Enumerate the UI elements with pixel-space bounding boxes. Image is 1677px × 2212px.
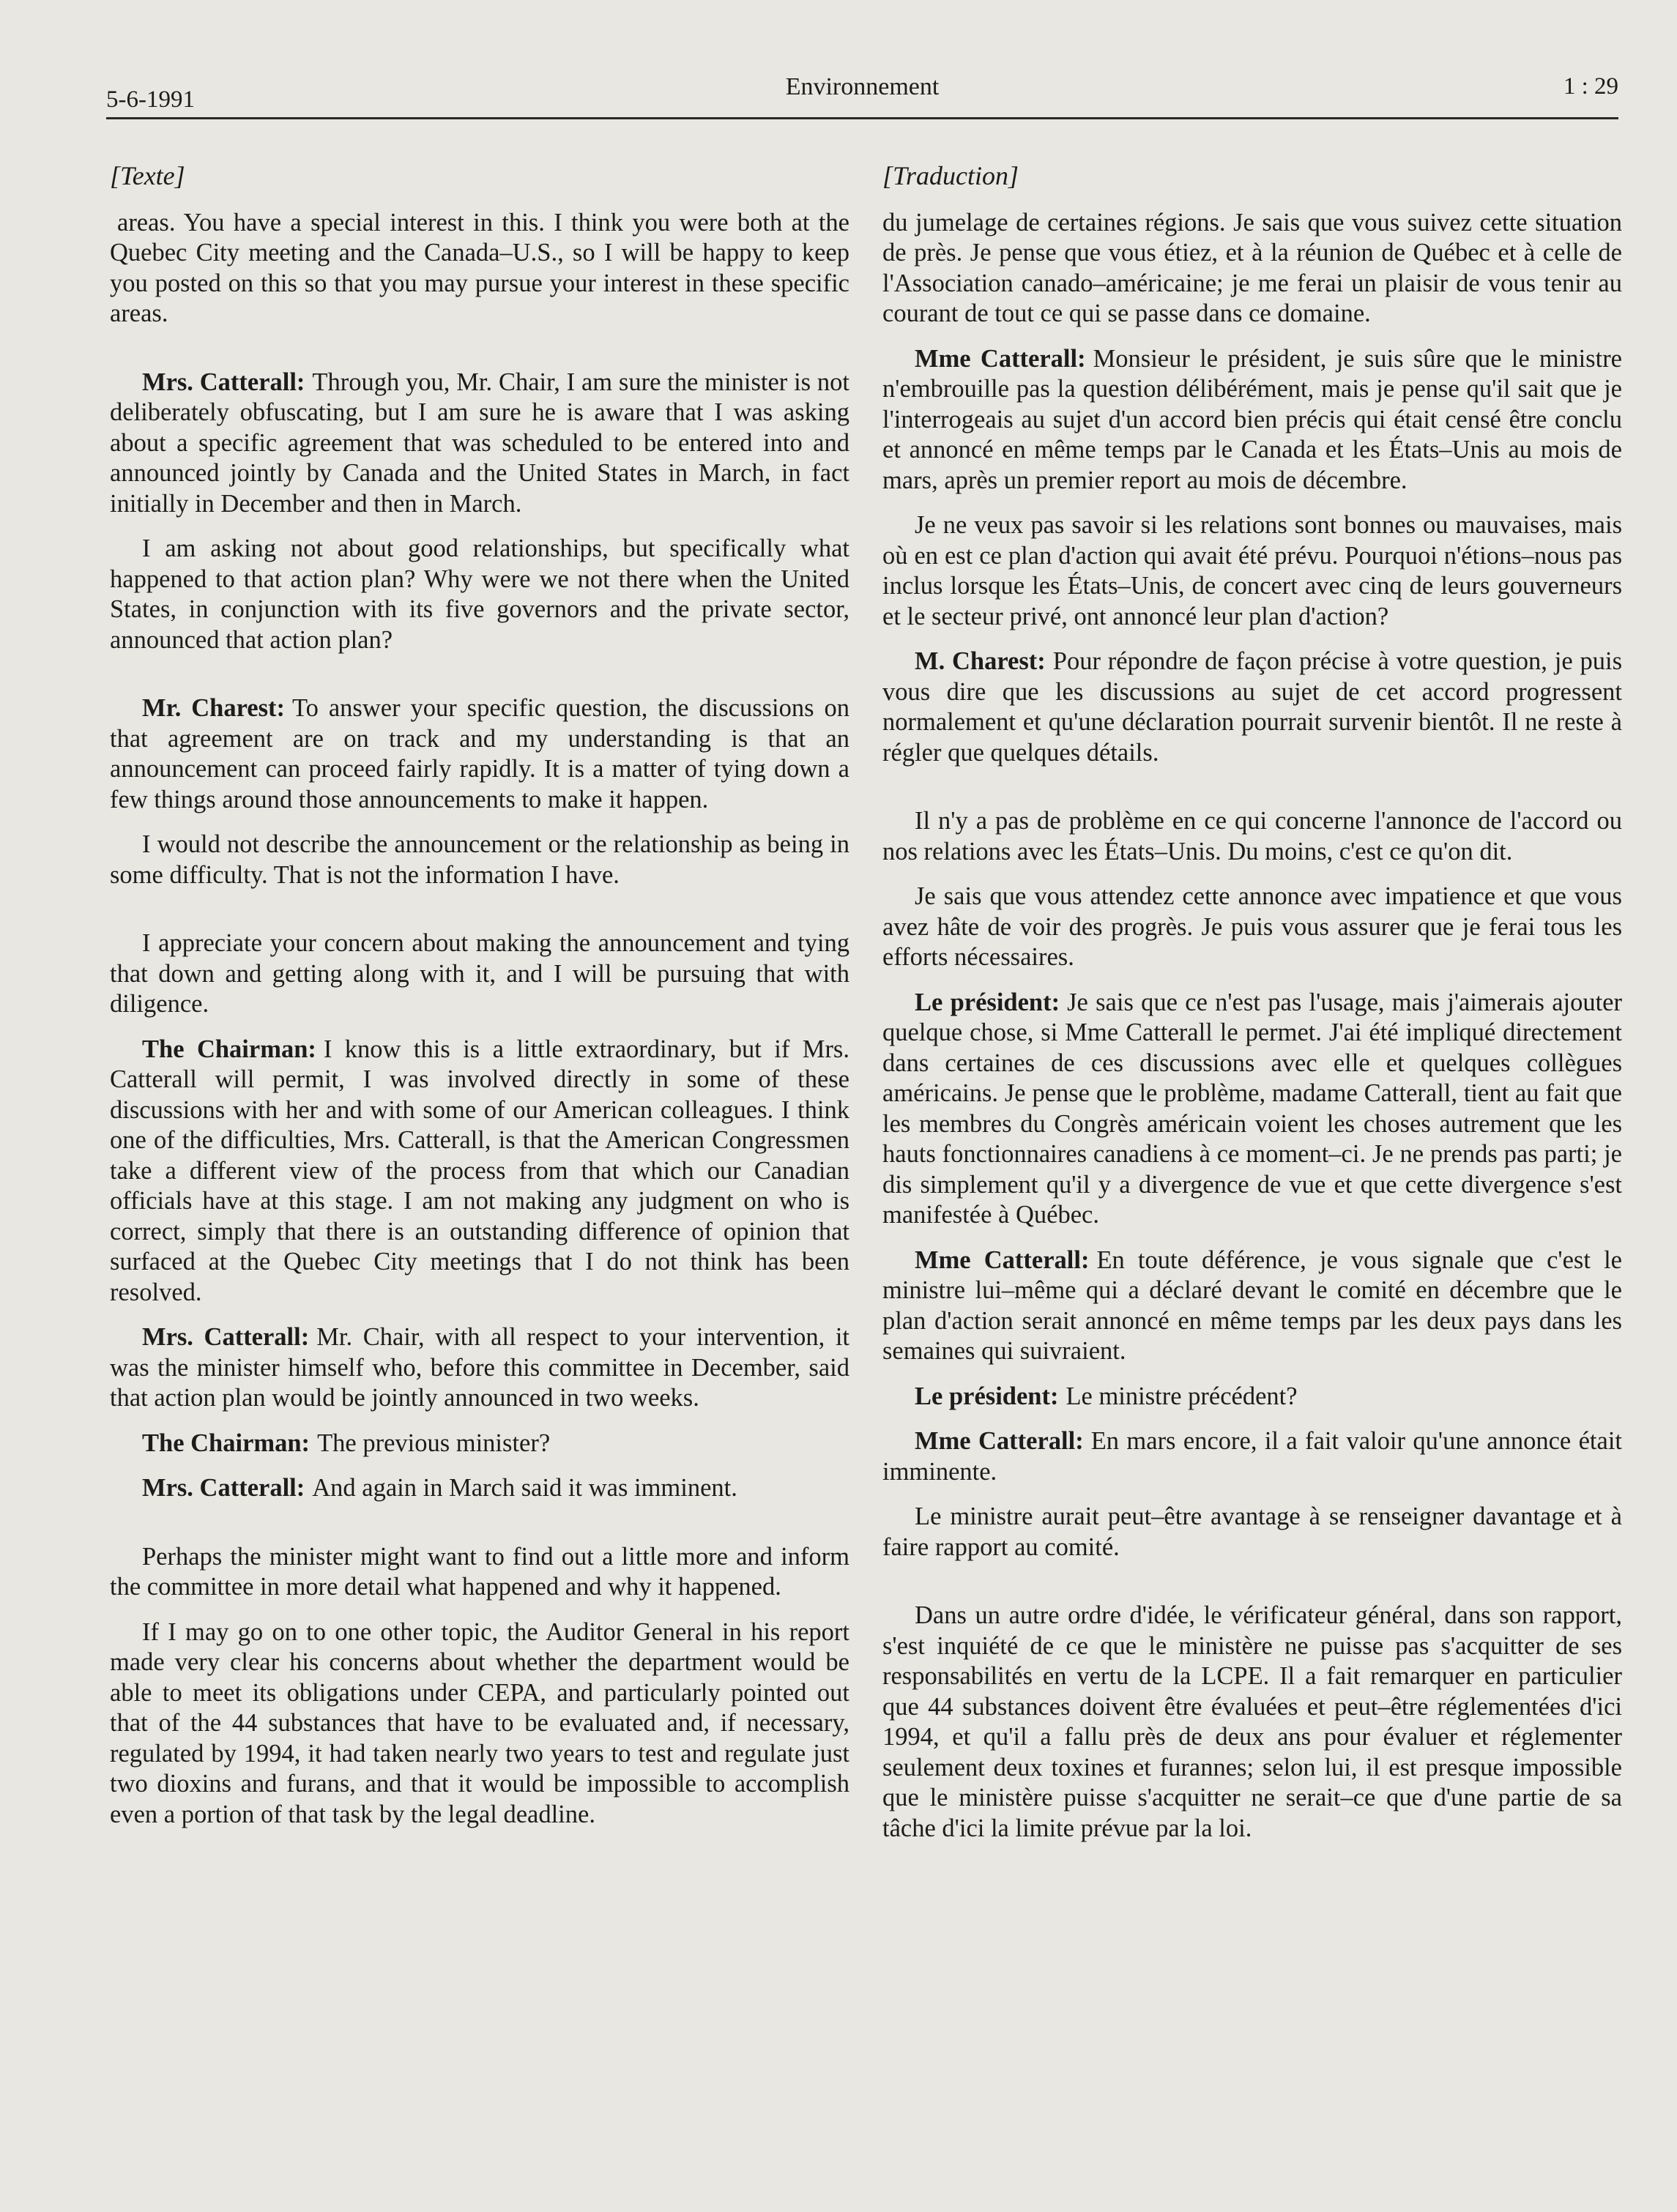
speaker-name: Le président: bbox=[915, 1382, 1059, 1410]
paragraph-text: If I may go on to one other topic, the Auditor General in his report made very clear his concerns about whether the department would be able to meet its obligations under CEPA, and particularly pointed out that of the 44 substances that have to be evaluated and, if necessary, regulated by 1994, it had taken nearly two years to test and regulate just two dioxins and furans, and that it would be impossible to accomplish even a portion of that task by the legal deadline. bbox=[110, 1617, 849, 1828]
paragraph bbox=[110, 534, 849, 655]
paragraph-text: Le ministre aurait peut–être avantage à se renseigner davantage et à faire rapport au comité. bbox=[882, 1502, 1622, 1561]
paragraph-text: To answer your specific question, the discussions on that agreement are on track and my understanding is that an announcement can proceed fairly rapidly. It is a matter of tying down a few things around those announcements to make it happen. bbox=[110, 694, 849, 813]
paragraph-text: Through you, Mr. Chair, I am sure the minister is not deliberately obfuscating, but I am sure he is aware that I was asking about a specific agreement that was scheduled to be entered into and announced jointly by Canada and the United States in March, in fact initially in December and then in March. bbox=[110, 368, 849, 518]
paragraph-text: Perhaps the minister might want to find out a little more and inform the committee in more detail what happened and why it happened. bbox=[110, 1542, 849, 1601]
paragraph-text: Mr. Chair, with all respect to your intervention, it was the minister himself who, before this committee in December, said that action plan would be jointly announced in two weeks. bbox=[110, 1323, 849, 1412]
header-date: 5-6-1991 bbox=[106, 86, 195, 113]
paragraph bbox=[110, 830, 849, 890]
speaker-name: Mrs. Catterall: bbox=[142, 1323, 310, 1351]
paragraph-text: Monsieur le président, je suis sûre que le ministre n'embrouille pas la question délibérément, mais je pense qu'il sait que je l'interrogeais au sujet d'un accord bien précis qui était censé être conclu et annoncé en même temps par le Canada et les États–Unis au mois de mars, après un premier report au mois de décembre. bbox=[882, 344, 1622, 494]
paragraph bbox=[110, 693, 849, 815]
paragraph-text: The previous minister? bbox=[317, 1429, 551, 1457]
paragraph bbox=[882, 1601, 1622, 1844]
paragraph-text: Je sais que ce n'est pas l'usage, mais j'aimerais ajouter quelque chose, si Mme Catterall le permet. J'ai été impliqué directement dans certaines de ces discussions avec elle et quelques collègues américains. Je pense que le problème, madame Catterall, tient au fait que les membres du Congrès américain voient les choses autrement que les hauts fonctionnaires canadiens à ce moment–ci. Je ne prends pas parti; je dis simplement qu'il y a divergence de vue et que cette divergence s'est manifestée à Québec. bbox=[882, 988, 1622, 1229]
paragraph bbox=[882, 510, 1622, 632]
paragraph bbox=[882, 208, 1622, 329]
paragraph bbox=[110, 1035, 849, 1308]
paragraph-text: Dans un autre ordre d'idée, le vérificateur général, dans son rapport, s'est inquiété de ce que le ministère ne puisse pas s'acquitter de ses responsabilités en vertu de la LCPE. Il a fait remarquer en particulier que 44 substances doivent être évaluées et peut–être réglementées d'ici 1994, et qu'il a fallu près de deux ans pour évaluer et réglementer seulement deux toxines et furannes; selon lui, il est presque impossible que le ministère puisse s'acquitter ne serait–ce que d'une partie de sa tâche d'ici la limite prévue par la loi. bbox=[882, 1601, 1622, 1842]
speaker-name: Mme Catterall: bbox=[915, 1427, 1084, 1455]
speaker-name: Mrs. Catterall: bbox=[142, 368, 305, 396]
header-title: Environnement bbox=[785, 73, 940, 100]
paragraph bbox=[110, 1429, 849, 1459]
paragraph bbox=[882, 1502, 1622, 1563]
page-header bbox=[106, 73, 1618, 119]
paragraph bbox=[882, 806, 1622, 867]
paragraph bbox=[882, 1382, 1622, 1412]
paragraph-text: du jumelage de certaines régions. Je sais que vous suivez cette situation de près. Je pense que vous étiez, et à la réunion de Québec et à celle de l'Association canado–américaine; je me ferai un plaisir de vous tenir au courant de tout ce qui se passe dans ce domaine. bbox=[882, 208, 1622, 327]
header-page-number: 1 : 29 bbox=[1563, 73, 1618, 100]
speaker-name: Mme Catterall: bbox=[915, 1245, 1090, 1274]
speaker-name: The Chairman: bbox=[142, 1429, 311, 1457]
paragraph-text: Je sais que vous attendez cette annonce avec impatience et que vous avez hâte de voir des progrès. Je puis vous assurer que je ferai tous les efforts nécessaires. bbox=[882, 882, 1622, 971]
paragraph bbox=[882, 988, 1622, 1231]
speaker-name: M. Charest: bbox=[915, 647, 1046, 675]
paragraph-text: I would not describe the announcement or the relationship as being in some difficulty. That is not the information I have. bbox=[110, 830, 849, 889]
paragraph bbox=[882, 882, 1622, 973]
speaker-name: The Chairman: bbox=[142, 1035, 316, 1063]
paragraph-text: Il n'y a pas de problème en ce qui concerne l'annonce de l'accord ou nos relations avec les États–Unis. Du moins, c'est ce qu'on dit. bbox=[882, 807, 1622, 865]
paragraph bbox=[882, 1245, 1622, 1367]
paragraph bbox=[110, 368, 849, 520]
paragraph bbox=[882, 1426, 1622, 1487]
paragraph bbox=[110, 1473, 849, 1504]
paragraph bbox=[882, 344, 1622, 496]
paragraph-text: I am asking not about good relationships, but specifically what happened to that action plan? Why were we not there when the United States, in conjunction with its five governors and the private sector, announced that action plan? bbox=[110, 535, 849, 654]
paragraph-text: areas. You have a special interest in this. I think you were both at the Quebec City meeting and the Canada–U.S., so I will be happy to keep you posted on this so that you may pursue your interest in these specific areas. bbox=[110, 208, 849, 327]
left-column-english bbox=[110, 161, 849, 1844]
paragraph-text: En toute déférence, je vous signale que c'est le ministre lui–même qui a déclaré devant le comité en décembre que le plan d'action serait annoncé en même temps par les deux pays dans les semaines qui suivraient. bbox=[882, 1245, 1622, 1365]
paragraph-text: I know this is a little extraordinary, but if Mrs. Catterall will permit, I was involved directly in some of these discussions with her and with some of our American colleagues. I think one of the difficulties, Mrs. Catterall, is that the American Congressmen take a different view of the process from that which our Canadian officials have at this stage. I am not making any judgment on who is correct, simply that there is an outstanding difference of opinion that surfaced at the Quebec City meetings that I do not think has been resolved. bbox=[110, 1035, 849, 1306]
paragraph bbox=[110, 1542, 849, 1603]
paragraph-text: Le ministre précédent? bbox=[1066, 1382, 1298, 1410]
paragraph-text: Je ne veux pas savoir si les relations sont bonnes ou mauvaises, mais où en est ce plan d'action qui avait été prévu. Pourquoi n'étions–nous pas inclus lorsque les États–Unis, de concert avec cinq de leurs gouverneurs et le secteur privé, ont annoncé leur plan d'action? bbox=[882, 511, 1622, 630]
paragraph-text: Pour répondre de façon précise à votre question, je puis vous dire que les discussions au sujet de cet accord progressent normalement et qu'une déclaration pourrait survenir bientôt. Il ne reste à régler que quelques détails. bbox=[882, 647, 1622, 767]
speaker-name: Mr. Charest: bbox=[142, 694, 286, 722]
paragraph-text: And again in March said it was imminent. bbox=[312, 1474, 737, 1502]
paragraph-text: En mars encore, il a fait valoir qu'une annonce était imminente. bbox=[882, 1427, 1623, 1486]
column-label: [Texte] bbox=[110, 161, 185, 190]
right-column-french bbox=[882, 161, 1622, 1858]
speaker-name: Le président: bbox=[915, 988, 1060, 1016]
paragraph bbox=[110, 1617, 849, 1831]
paragraph bbox=[882, 647, 1622, 768]
column-label: [Traduction] bbox=[882, 161, 1019, 190]
speaker-name: Mrs. Catterall: bbox=[142, 1474, 305, 1502]
paragraph bbox=[110, 928, 849, 1020]
speaker-name: Mme Catterall: bbox=[915, 344, 1086, 373]
paragraph bbox=[110, 208, 849, 329]
paragraph bbox=[110, 1322, 849, 1414]
paragraph-text: I appreciate your concern about making the announcement and tying that down and getting along with it, and I will be pursuing that with diligence. bbox=[110, 929, 849, 1018]
